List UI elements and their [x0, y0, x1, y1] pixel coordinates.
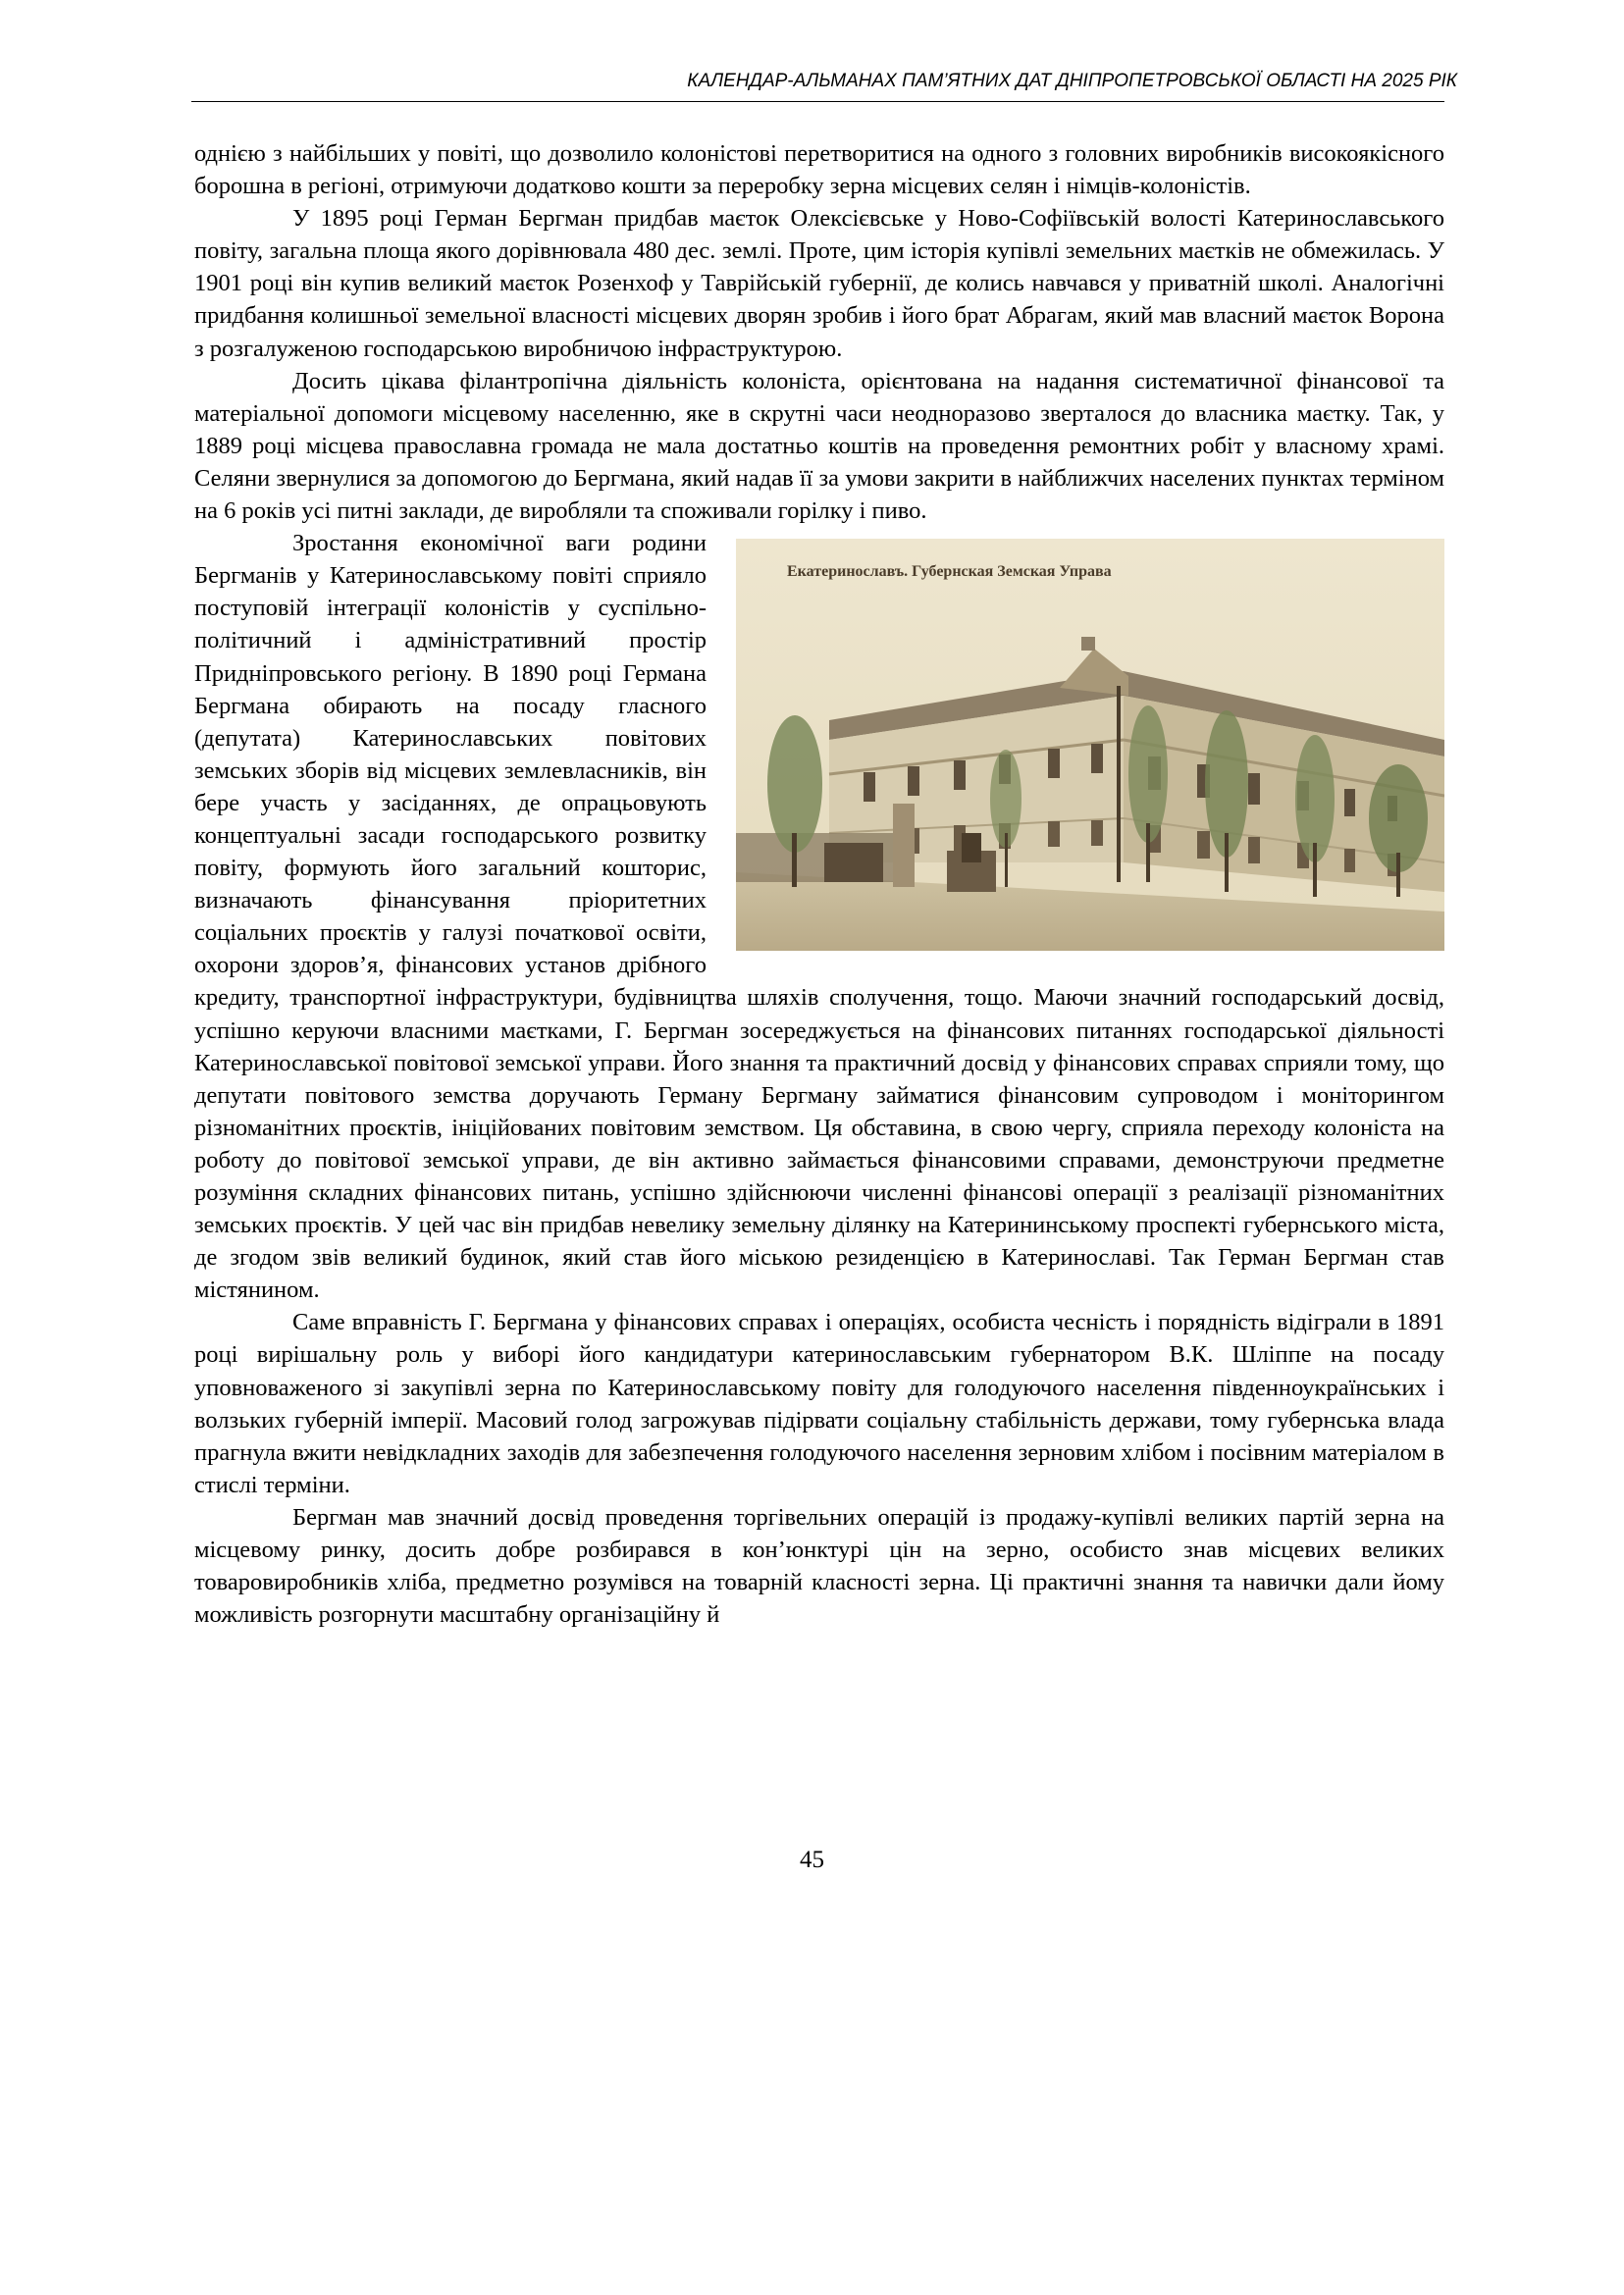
paragraph-5: Саме вправність Г. Бергмана у фінансових справах і операціях, особиста чесність і порядність відіграли в 1891 році вирішальну роль у виборі його кандидатури катеринославським губернатором В.К. Шліппе на посаду уповноваженого зі закупівлі зерна по Катеринославському повіту для голодуючого населення південноукраїнських і волзьких губерній імперії. Масовий голод загрожував підірвати соціальну стабільність держави, тому губернська влада прагнула вжити невідкладних заходів для забезпечення голодуючого населення зерновим хлібом і посівним матеріалом в стислі терміни.	[194, 1309, 1444, 1498]
body-text	[194, 137, 1444, 1631]
header-rule	[191, 101, 1444, 102]
running-header: КАЛЕНДАР-АЛЬМАНАХ ПАМ’ЯТНИХ ДАТ ДНІПРОПЕТРОВСЬКОЇ ОБЛАСТІ НА 2025 РІК	[687, 71, 1457, 91]
paragraph-4: Зростання економічної ваги родини Бергманів у Катеринославському повіті сприяло поступовій інтеграції колоністів у суспільно-політичний і адміністративний простір Придніпровського регіону. В 1890 році Германа Бергмана обирають на посаду гласного (депутата) Катеринославських повітових земських зборів від місцевих землевласників, він бере участь у засіданнях, де опрацьовують концептуальні засади господарського розвитку повіту, формують його загальний кошторис, визначають фінансування пріоритетних соціальних проєктів у галузі початкової освіти, охорони здоров’я, фінансових установ дрібного кредиту, транспортної інфраструктури, будівництва шляхів сполучення, тощо. Маючи значний господарський досвід, успішно керуючи власними маєтками, Г. Бергман зосереджується на фінансових питаннях господарської діяльності Катеринославської повітової земської управи. Його знання та практичний досвід у фінансових справах сприяли тому, що депутати повітового земства доручають Герману Бергману займатися фінансовим супроводом і моніторингом різноманітних проєктів, ініційованих повітовим земством. Ця обставина, в свою чергу, сприяла переходу колоніста на роботу до повітової земської управи, де він активно займається фінансовими справами, демонструючи предметне розуміння складних фінансових питань, успішно здійснюючи численні фінансові операції з реалізації різноманітних земських проєктів. У цей час він придбав невелику земельну ділянку на Катерининському проспекті губернського міста, де згодом звів великий будинок, який став його міською резиденцією в Катеринославі. Так Герман Бергман став містянином.	[194, 530, 1444, 1304]
paragraph-6: Бергман мав значний досвід проведення торгівельних операцій із продажу-купівлі великих партій зерна на місцевому ринку, досить добре розбирався в кон’юнктурі цін на зерно, особисто знав місцевих великих товаровиробників хліба, предметно розумівся на товарній класності зерна. Ці практичні знання та навички дали йому можливість розгорнути масштабну організаційну й	[194, 1503, 1444, 1629]
postcard-figure	[736, 539, 1444, 951]
postcard-image	[736, 539, 1444, 951]
paragraph-1: однією з найбільших у повіті, що дозволило колоністові перетворитися на одного з головних виробників високоякісного борошна в регіоні, отримуючи додатково кошти за переробку зерна місцевих селян і німців-колоністів.	[194, 140, 1444, 200]
telegraph-pole	[1117, 686, 1121, 882]
paragraph-2: У 1895 році Герман Бергман придбав маєток Олексієвське у Ново-Софіївській волості Катеринославського повіту, загальна площа якого дорівнювала 480 дес. землі. Проте, цим історія купівлі земельних маєтків не обмежилась. У 1901 році він купив великий маєток Розенхоф у Таврійській губернії, де колись навчався у приватній школі. Аналогічні придбання колишньої земельної власності місцевих дворян зробив і його брат Абрагам, який мав власний маєток Ворона з розгалуженою господарською виробничою інфраструктурою.	[194, 205, 1444, 362]
page-number: 45	[800, 1847, 824, 1873]
paragraph-3: Досить цікава філантропічна діяльність колоніста, орієнтована на надання систематичної фінансової та матеріальної допомоги місцевому населенню, яке в скрутні часи неодноразово зверталося до власника маєтку. Так, у 1889 році місцева православна громада не мала достатньо коштів на проведення ремонтних робіт у власному храмі. Селяни звернулися за допомогою до Бергмана, який надав її за умови закрити в найближчих населених пунктах терміном на 6 років усі питні заклади, де виробляли та споживали горілку і пиво.	[194, 367, 1444, 525]
postcard-caption: Екатеринославъ. Губернская Земская Управа	[787, 563, 1112, 581]
